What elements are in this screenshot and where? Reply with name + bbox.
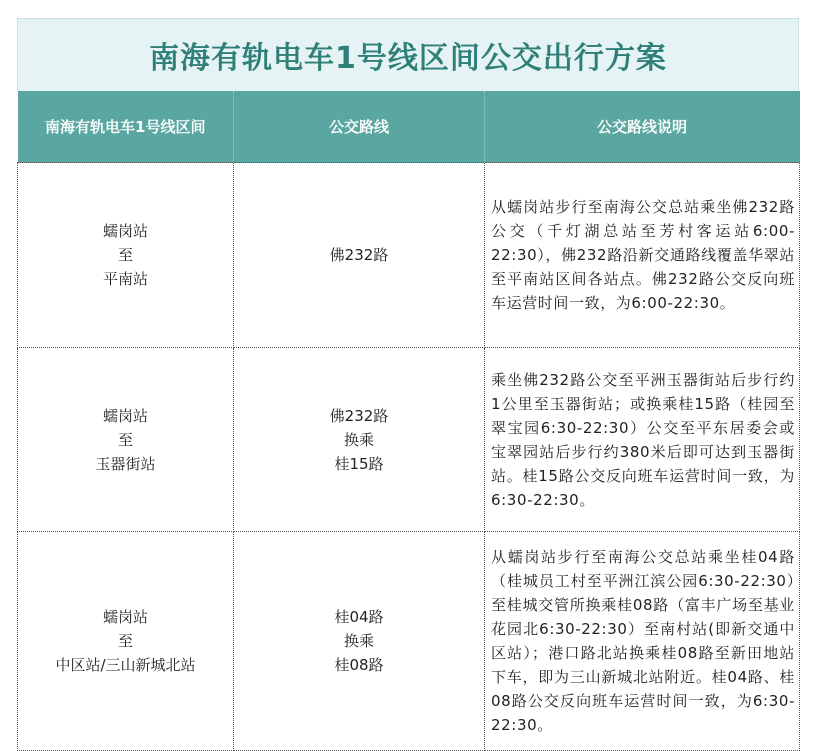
route-cell <box>234 163 485 348</box>
section-cell <box>18 532 234 751</box>
route-transfer: 换乘 <box>343 632 374 650</box>
route-cell <box>234 532 485 751</box>
section-to-word: 至 <box>117 430 133 449</box>
route-line: 桂08路 <box>334 656 384 674</box>
table-row <box>18 348 800 532</box>
section-cell <box>18 163 234 348</box>
description-cell: 从蠕岗站步行至南海公交总站乘坐桂04路（桂城员工村至平洲江滨公园6:30-22:30）至桂城交管所换乘桂08路（富丰广场至基业花园北6:30-22:30）至南村站(即新交通中区站）；港口路北站换乘桂08路至新田地站下车，即为三山新城北站附近。桂04路、桂08路公交反向班车运营时间一致，为6:30-22:30。 <box>485 532 800 751</box>
section-from: 蠕岗站 <box>102 608 148 626</box>
header-description: 公交路线说明 <box>485 91 800 163</box>
table-row <box>18 532 800 751</box>
route-transfer: 换乘 <box>343 430 374 449</box>
route-cell <box>234 348 485 532</box>
title-bar <box>17 18 799 91</box>
description-cell: 从蠕岗站步行至南海公交总站乘坐佛232路公交（千灯湖总站至芳村客运站6:00-22:30），佛232路沿新交通路线覆盖华翠站至平南站区间各站点。佛232路公交反向班车运营时间一致，为6:00-22:30。 <box>485 163 800 348</box>
page-title: 南海有轨电车1号线区间公交出行方案 <box>149 41 667 76</box>
section-dest: 中区站/三山新城北站 <box>55 656 196 674</box>
section-dest: 平南站 <box>102 270 148 288</box>
section-to-word: 至 <box>117 632 133 650</box>
header-route: 公交路线 <box>234 91 485 163</box>
section-cell <box>18 348 234 532</box>
bus-plan-table <box>17 91 800 751</box>
table-header-row <box>18 91 800 163</box>
route-line: 佛232路 <box>329 246 389 264</box>
section-from: 蠕岗站 <box>102 222 148 240</box>
description-cell: 乘坐佛232路公交至平洲玉器街站后步行约1公里至玉器街站；或换乘桂15路（桂园至翠宝园6:30-22:30）公交至平东居委会或宝翠园站后步行约380米后即可达到玉器街站。桂15路公交反向班车运营时间一致，为6:30-22:30。 <box>485 348 800 532</box>
header-section: 南海有轨电车1号线区间 <box>18 91 234 163</box>
section-from: 蠕岗站 <box>102 406 148 425</box>
route-line: 佛232路 <box>329 406 389 425</box>
section-to-word: 至 <box>117 246 133 264</box>
route-line: 桂15路 <box>334 454 384 473</box>
section-dest: 玉器街站 <box>95 454 156 473</box>
table-row <box>18 163 800 348</box>
route-line: 桂04路 <box>334 608 384 626</box>
schedule-sheet <box>17 18 799 751</box>
